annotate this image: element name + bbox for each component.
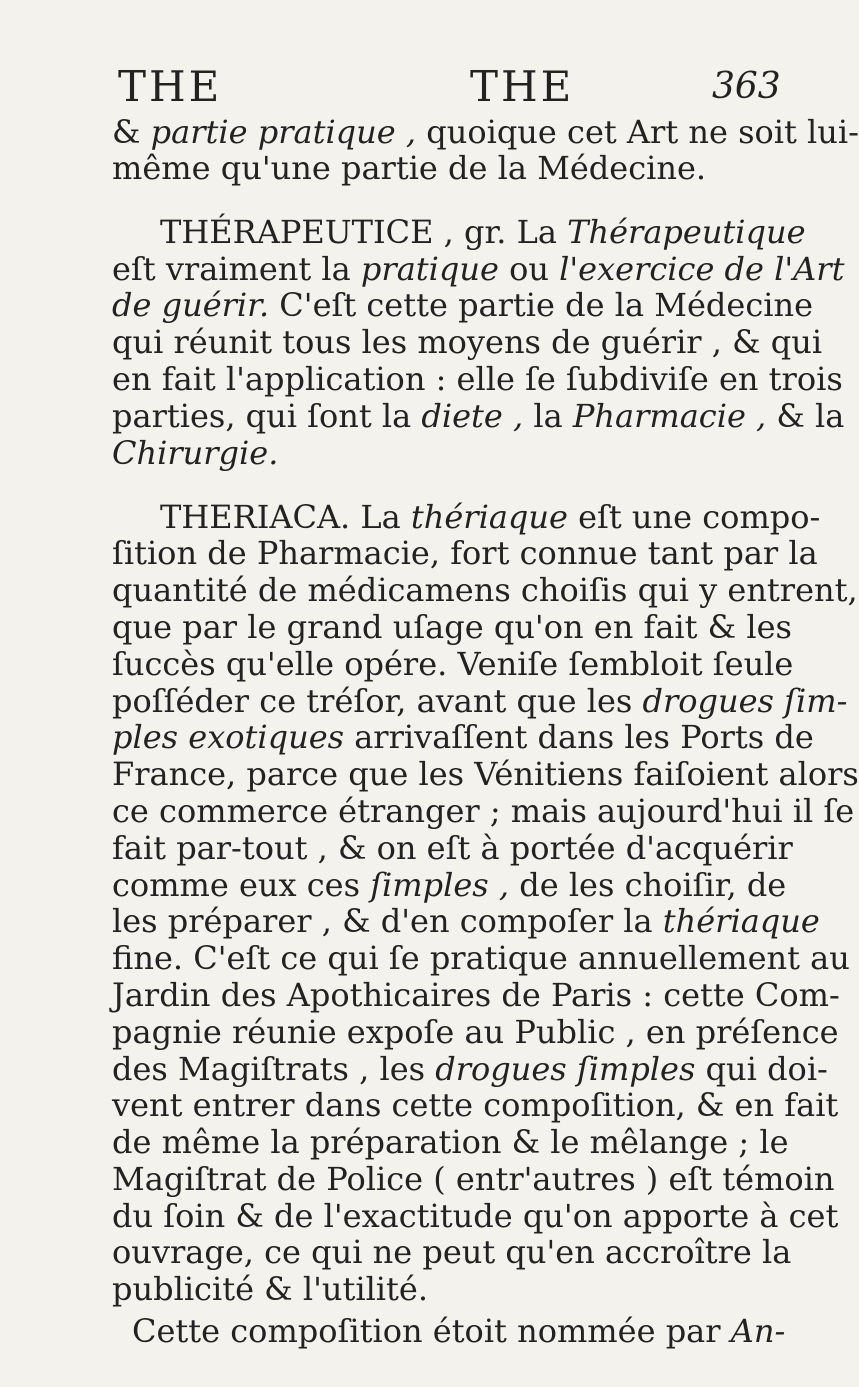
text-run: la [523,397,573,435]
text-line [112,1086,839,1124]
text-run: Pharmacie , [572,397,767,435]
text-run: du ſoin & de l'exactitude qu'on apporte à cet [112,1197,839,1235]
text-line [112,113,859,151]
text-run: comme eux ces [112,866,371,904]
text-run: quoique cet Art ne soit lui- [416,113,859,151]
text-run: diete , [421,397,524,435]
text-line [112,434,727,472]
text-line [112,1197,839,1235]
text-line [112,250,845,288]
text-run: même qu'une partie de la Médecine. [112,149,707,187]
text-run: eſt vraiment la [112,250,361,288]
text-line [160,213,806,251]
text-run: C'eſt cette partie de la Médecine [269,286,814,324]
text-run: France, parce que les Vénitiens faiſoient alors [112,755,859,793]
text-line [160,498,821,536]
text-run: Cette compoſition étoit nommée par [132,1312,731,1350]
header-right-word: THE [470,62,575,111]
text-line [132,1312,786,1350]
text-line [112,286,814,324]
text-run: drogues ſim- [642,682,848,720]
text-run: pagnie réunie expoſe au Public , en préſence [112,1013,839,1051]
text-run: fine. C'eſt ce qui ſe pratique annuellement au [112,939,850,977]
text-line [112,792,855,830]
text-line [112,1233,792,1271]
text-line [112,939,850,977]
text-run: THERIACA. La [160,498,411,536]
text-run: ce commerce étranger ; mais aujourd'hui il ſe [112,792,855,830]
text-run: pratique [360,250,499,288]
text-line [112,645,794,683]
text-line [112,1050,828,1088]
text-line [112,829,793,867]
text-line [112,608,792,646]
text-run: publicité & l'utilité. [112,1270,428,1308]
text-line [112,534,818,572]
text-run: des Magiſtrats , les [112,1050,436,1088]
text-line [112,1123,789,1161]
text-run: parties, qui ſont la [112,397,422,435]
text-run: les préparer , & d'en compoſer la [112,902,663,940]
text-run: thériaque [410,498,568,536]
text-run: vent entrer dans cette compoſition, & en fait [112,1086,839,1124]
text-line [112,755,859,793]
text-run: thériaque [662,902,820,940]
text-run: que par le grand uſage qu'on en fait & les [112,608,792,646]
text-run: & [112,113,151,151]
page-number: 363 [712,66,781,107]
text-run: arrivaſſent dans les Ports de [344,718,814,756]
text-line [112,976,840,1014]
text-run: quantité de médicamens choiſis qui y entrent, [112,571,858,609]
text-run: Magiſtrat de Police ( entr'autres ) eſt témoin [112,1160,835,1198]
text-run: l'exercice de l'Art [559,250,845,288]
text-line [112,149,727,187]
text-run: An- [730,1312,786,1350]
text-run: ſuccès qu'elle opére. Veniſe ſembloit ſeule [112,645,794,683]
text-run: eſt une compo- [567,498,821,536]
text-run: de les choiſir, de [509,866,787,904]
text-run: partie pratique , [150,113,417,151]
text-line [112,866,787,904]
text-line [112,902,820,940]
text-run: & la [766,397,845,435]
header-left-word: THE [118,62,223,111]
text-run: ou [498,250,560,288]
text-run: qui doi- [695,1050,828,1088]
text-run: Jardin des Apothicaires de Paris : cette Com- [112,976,840,1014]
running-header [0,62,800,112]
text-line [112,1013,839,1051]
text-run: de guérir. [112,286,270,324]
text-line [112,1160,835,1198]
text-run: ouvrage, ce qui ne peut qu'en accroître la [112,1233,792,1271]
text-line [112,682,848,720]
text-line [112,397,845,435]
text-run: fait par-tout , & on eſt à portée d'acquérir [112,829,793,867]
text-line [112,571,858,609]
text-run: Thérapeutique [567,213,806,251]
text-run: de même la préparation & le mêlange ; le [112,1123,789,1161]
text-line [112,323,823,361]
text-run: ples exotiques [112,718,345,756]
text-run: drogues ſimples [435,1050,696,1088]
text-run: THÉRAPEUTICE , gr. La [160,213,568,251]
text-run: ſimples , [370,866,510,904]
text-run: poſſéder ce tréſor, avant que les [112,682,643,720]
text-run: qui réunit tous les moyens de guérir , & qui [112,323,823,361]
text-run: ſition de Pharmacie, fort connue tant par la [112,534,818,572]
text-line [112,718,814,756]
text-line [112,360,843,398]
text-run: Chirurgie. [112,434,279,472]
text-run: en fait l'application : elle ſe ſubdiviſe en trois [112,360,843,398]
text-line [112,1270,727,1308]
